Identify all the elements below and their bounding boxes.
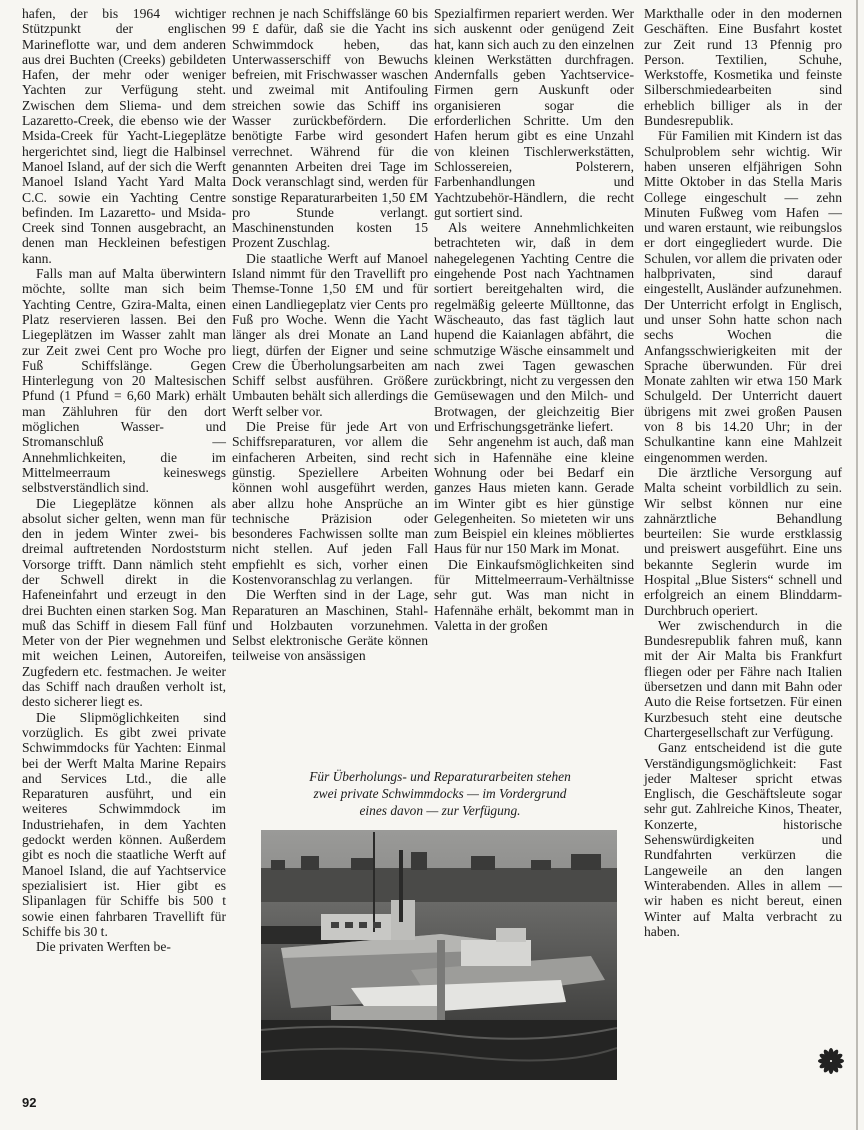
paragraph: Für Familien mit Kindern ist das Schulproblem sehr wichtig. Wir haben unseren elfjährigen Sohn Mitte Oktober in das Stella Maris College eingeschult — zehn Minuten Fußweg vom Hafen — und waren erstaunt, wie reibungslos er dort eingegliedert wurde. Die Schulen, vor allem die privaten oder halbprivaten, sind darauf eingestellt, Ausländer aufzunehmen. Der Unterricht erfolgt in Englisch, und unser Sohn hatte schon nach sechs Wochen die Anfangsschwierigkeiten mit der Sprache überwunden. Für drei Monate zahlten wir etwa 150 Mark Schulgeld. Der Unterricht dauert übrigens mit zwei großen Pausen von 8 bis 14.20 Uhr; in der Schulkantine kann eine Mahlzeit eingenommen werden. (644, 128, 842, 465)
floating-dock-photo (261, 830, 617, 1080)
paragraph: Als weitere Annehmlichkeiten betrachteten wir, daß in dem nahegelegenen Yachting Centre die eingehende Post nach Yachtnamen sortiert bereitgehalten wird, die regelmäßig geleerte Mülltonne, das Wäscheauto, das fast täglich laut hupend die Kaianlagen abfährt, die schmutzige Wäsche einsammelt und nach zwei Tagen gewaschen zurückbringt, nicht zu vergessen den Gemüsewagen und den Milch- und Brotwagen, der gleichzeitig Bier und Erfrischungsgetränke liefert. (434, 220, 634, 435)
paragraph: Die Preise für jede Art von Schiffsreparaturen, vor allem die einfacheren Arbeiten, sind recht günstig. Speziellere Arbeiten können wohl ausgeführt werden, aber allzu hohe Ansprüche an technische Präzision oder besonderes Fachwissen sollte man nicht stellen. Auf jeden Fall empfiehlt es sich, vorher einen Kostenvoranschlag zu verlangen. (232, 419, 428, 587)
paragraph: Markthalle oder in den modernen Geschäften. Eine Busfahrt kostet zur Zeit rund 13 Pfennig pro Person. Textilien, Schuhe, Werkstoffe, Kosmetika und feinste Silberschmiedearbeiten sind erheblich billiger als in der Bundesrepublik. (644, 6, 842, 129)
text-column-3 (434, 6, 634, 633)
paragraph: Die privaten Werften be- (36, 939, 171, 955)
paragraph: Sehr angenehm ist auch, daß man sich in Hafennähe eine kleine Wohnung oder bei Bedarf ein ganzes Haus mieten kann. Gerade im Winter gibt es hier günstige Gelegenheiten. So mieteten wir uns zum Beispiel ein kleines möbliertes Haus für nur 150 Mark im Monat. (434, 434, 634, 557)
paragraph: Die Einkaufsmöglichkeiten sind für Mittelmeerraum-Verhältnisse sehr gut. Was man nicht in Hafennähe erhält, bekommt man in Valetta in der großen (434, 556, 634, 633)
paragraph: Die ärztliche Versorgung auf Malta scheint vorbildlich zu sein. Wir selbst können nur eine zahnärztliche Behandlung beurteilen: Sie wurde erstklassig und preiswert ausgeführt. Eine uns bekannte Seglerin wurde im Hospital „Blue Sisters“ schnell und erfolgreich an einem Blinddarm-Durchbruch operiert. (644, 464, 842, 618)
page-edge (856, 0, 858, 1130)
text-column-4 (644, 6, 842, 939)
star-flower-logo-icon (818, 1048, 844, 1074)
paragraph: Wer zwischendurch in die Bundesrepublik fahren muß, kann mit der Air Malta bis Frankfurt fliegen oder per Fähre nach Italien übersetzen und dann mit Bahn oder Auto die Reise fortsetzen. Für einen Kurzbesuch steht eine deutsche Chartergesellschaft zur Verfügung. (644, 617, 842, 740)
text-column-2 (232, 6, 428, 664)
paragraph: Falls man auf Malta überwintern möchte, sollte man sich beim Yachting Centre, Gzira-Malta, einen Platz reservieren lassen. Bei den Liegeplätzen im Wasser zahlt man zur Zeit zwei Cent pro Woche pro Fuß Schiffslänge. Gegen Hinterlegung von 20 Maltesischen Pfund (1 Pfund = 6,60 Mark) erhält man Zähluhren für den dort möglichen Wasser- und Stromanschluß — Annehmlichkeiten, die im Mittelmeerraum keineswegs selbstverständlich sind. (22, 266, 226, 496)
paragraph: Ganz entscheidend ist die gute Verständigungsmöglichkeit: Fast jeder Malteser spricht etwas Englisch, die Geschäftsleute sogar sehr gut. Zahlreiche Kinos, Theater, Konzerte, historische Sehenswürdigkeiten und Rundfahrten verkürzen die Langeweile an den langen Winterabenden. Alles in allem — wir haben es nicht bereut, einen Winter auf Malta verbracht zu haben. (644, 740, 842, 939)
paragraph: Die staatliche Werft auf Manoel Island nimmt für den Travellift pro Themse-Tonne 1,50 £M und für einen Landliegeplatz vier Cents pro Fuß pro Woche. Wenn die Yacht länger als drei Monate an Land liegt, dürfen der Eigner und seine Crew die Überholungsarbeiten am Schiff selbst ausführen. Größere Umbauten behält sich allerdings die Werft selber vor. (232, 250, 428, 419)
paragraph: hafen, der bis 1964 wichtiger Stützpunkt der englischen Marineflotte war, und dem anderen aus drei Buchten (Creeks) gebildeten Hafen, der mehr oder weniger Yachten zur Verfügung steht. Zwischen dem Sliema- und dem Lazaretto-Creek, die ebenso wie der Msida-Creek für Yacht-Liegeplätze hergerichtet sind, liegt die Halbinsel Manoel Island, auf der sich die Werft Manoel Island Yacht Yard Malta C.C. sowie ein Yachting Centre befinden. Im Lazaretto- und Msida-Creek sind Tonnen ausgebracht, an denen man Heckleinen befestigen kann. (22, 6, 226, 266)
page-number: 92 (22, 1095, 37, 1110)
paragraph: Die Werften sind in der Lage, Reparaturen an Maschinen, Stahl- und Holzbauten vorzunehmen. Selbst elektronische Geräte können teilweise von ansässigen (232, 587, 428, 664)
paragraph: Die Liegeplätze können als absolut sicher gelten, wenn man für den in jedem Winter zwei- bis dreimal auftretenden Nordoststurm Vorsorge trifft. Dann nämlich steht der Schwell direkt in die Hafeneinfahrt und erzeugt in den drei Buchten einen starken Sog. Man muß das Schiff in diesem Fall fünf Meter von der Pier wegnehmen und mit weichen Leinen, Autoreifen, Zugfedern etc. festmachen. Je weiter das Schiff nach draußen verholt ist, desto sicherer liegt es. (22, 495, 226, 710)
paragraph: Spezialfirmen repariert werden. Wer sich auskennt oder genügend Zeit hat, kann sich auch zu den einzelnen kleinen Werkstätten durchfragen. Andernfalls geben Yachtservice-Firmen gern Auskunft oder organisieren sogar die erforderlichen Schritte. Um den Hafen herum gibt es eine Unzahl von kleinen Tischlerwerkstätten, Schlossereien, Polsterern, Farbenhandlungen und Yachtzubehör-Händlern, die recht gut sortiert sind. (434, 6, 634, 220)
photo-caption: Für Überholungs- und Reparaturarbeiten stehen zwei private Schwimmdocks — im Vordergrund eines davon — zur Verfügung. (309, 769, 571, 818)
text-column-1 (22, 6, 226, 954)
paragraph: rechnen je nach Schiffslänge 60 bis 99 £ dafür, daß sie die Yacht ins Schwimmdock heben, das Unterwasserschiff von Bewuchs befreien, mit Frischwasser waschen und zweimal mit Antifouling streichen sowie das Schiff ins Wasser zurückbefördern. Die benötigte Farbe wird gesondert verrechnet. Während für die genannten Arbeiten drei Tage im Dock veranschlagt sind, werden für sonstige Reparaturarbeiten 1,50 £M pro Stunde verlangt. Maschinenstunden kosten 15 Prozent Zuschlag. (232, 6, 428, 251)
paragraph: Die Slipmöglichkeiten sind vorzüglich. Es gibt zwei private Schwimmdocks für Yachten: Einmal bei der Werft Malta Marine Repairs and Services Ltd., die alle Reparaturen ausführt, und ein weiteres Schwimmdock im Industriehafen, in dem Yachten gedockt werden können. Außerdem gibt es noch die staatliche Werft auf Manoel Island, die auf Yachtservice spezialisiert ist. Hier gibt es Slipanlagen für Schiffe bis 500 t sowie einen fahrbaren Travellift für Schiffe bis 30 t. (22, 709, 226, 939)
